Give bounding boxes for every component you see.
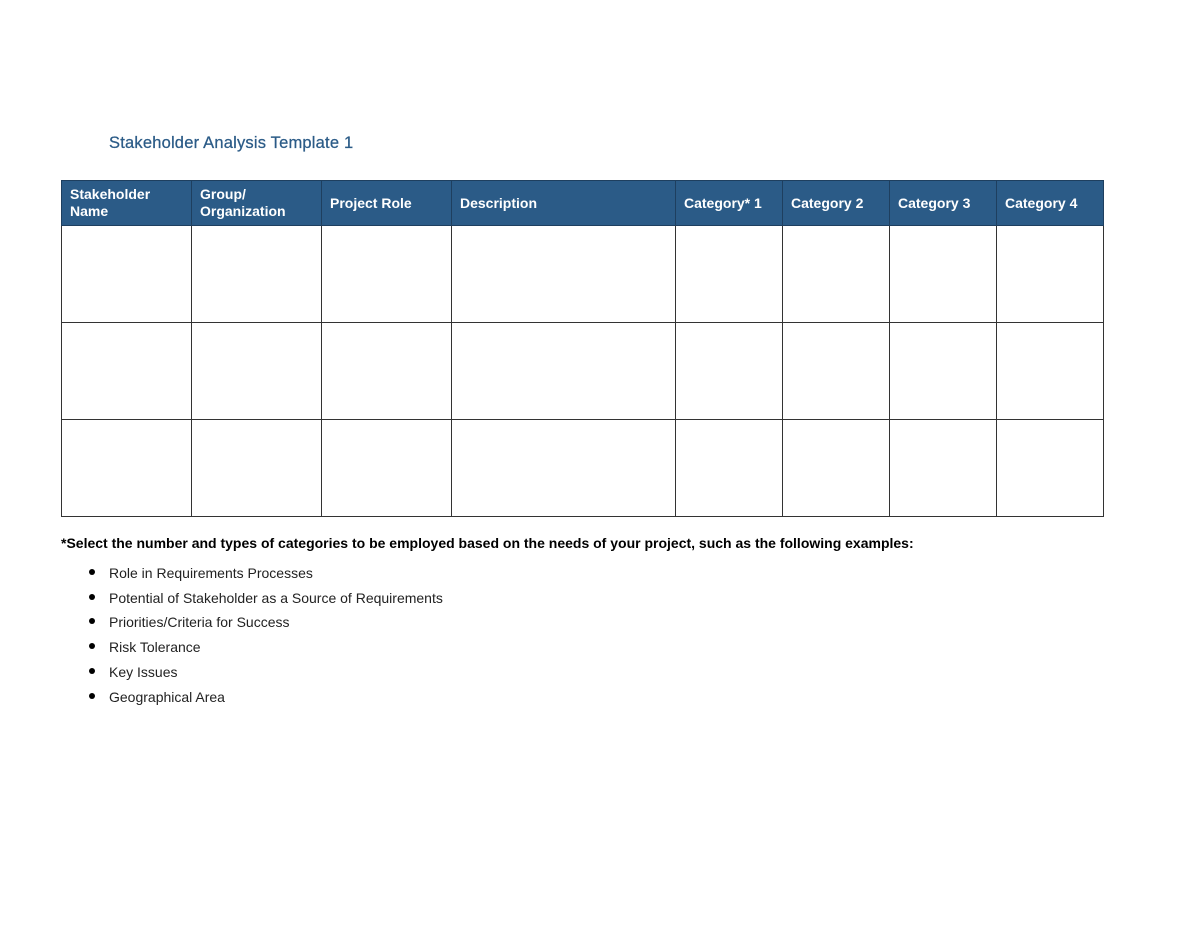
table-row xyxy=(62,323,1104,420)
table-cell[interactable] xyxy=(322,420,452,517)
bullet-icon xyxy=(89,643,95,649)
table-cell[interactable] xyxy=(783,323,890,420)
category-examples-list xyxy=(61,561,443,709)
header-category-3 xyxy=(890,181,997,226)
table-cell[interactable] xyxy=(322,226,452,323)
bullet-icon xyxy=(89,569,95,575)
table-cell[interactable] xyxy=(890,226,997,323)
table-body xyxy=(62,226,1104,517)
header-description xyxy=(452,181,676,226)
list-item xyxy=(61,685,443,710)
header-line: Project Role xyxy=(330,194,412,211)
header-line: Category* 1 xyxy=(684,194,762,211)
header-category-2 xyxy=(783,181,890,226)
bullet-icon xyxy=(89,668,95,674)
table-cell[interactable] xyxy=(783,420,890,517)
table-cell[interactable] xyxy=(452,323,676,420)
table-cell[interactable] xyxy=(890,420,997,517)
table-cell[interactable] xyxy=(997,226,1104,323)
list-item-text: Key Issues xyxy=(109,663,178,680)
table-cell[interactable] xyxy=(783,226,890,323)
table-cell[interactable] xyxy=(997,323,1104,420)
header-line: Category 3 xyxy=(898,194,971,211)
table-cell[interactable] xyxy=(192,420,322,517)
header-line: Name xyxy=(70,203,109,219)
list-item-text: Potential of Stakeholder as a Source of Requirements xyxy=(109,589,443,606)
list-item xyxy=(61,610,443,635)
header-project-role xyxy=(322,181,452,226)
header-line: Category 2 xyxy=(791,194,864,211)
table-cell[interactable] xyxy=(322,323,452,420)
list-item-text: Geographical Area xyxy=(109,688,225,705)
header-group-organization xyxy=(192,181,322,226)
table-cell[interactable] xyxy=(997,420,1104,517)
list-item xyxy=(61,635,443,660)
header-line: Group/ xyxy=(200,186,246,202)
list-item xyxy=(61,660,443,685)
table-cell[interactable] xyxy=(676,226,783,323)
header-line: Category 4 xyxy=(1005,194,1078,211)
bullet-icon xyxy=(89,693,95,699)
header-stakeholder-name xyxy=(62,181,192,226)
header-category-1 xyxy=(676,181,783,226)
table-cell[interactable] xyxy=(452,226,676,323)
list-item xyxy=(61,586,443,611)
table-row xyxy=(62,226,1104,323)
table-cell[interactable] xyxy=(676,420,783,517)
table-cell[interactable] xyxy=(62,323,192,420)
list-item-text: Role in Requirements Processes xyxy=(109,565,313,581)
table-cell[interactable] xyxy=(192,226,322,323)
stakeholder-table xyxy=(61,180,1104,517)
document-title: Stakeholder Analysis Template 1 xyxy=(109,134,354,152)
header-line: Description xyxy=(460,194,538,211)
table-cell[interactable] xyxy=(192,323,322,420)
header-line: Organization xyxy=(200,203,286,219)
list-item-text: Risk Tolerance xyxy=(109,639,201,656)
table-header-row xyxy=(62,181,1104,226)
header-line: Stakeholder xyxy=(70,186,151,202)
table-cell[interactable] xyxy=(890,323,997,420)
bullet-icon xyxy=(89,618,95,624)
table-cell[interactable] xyxy=(452,420,676,517)
table-cell[interactable] xyxy=(676,323,783,420)
table-row xyxy=(62,420,1104,517)
bullet-icon xyxy=(89,594,95,600)
list-item xyxy=(61,561,443,586)
category-footnote: *Select the number and types of categories to be employed based on the needs of your project, such as the following examples: xyxy=(61,535,914,551)
table-cell[interactable] xyxy=(62,420,192,517)
list-item-text: Priorities/Criteria for Success xyxy=(109,614,290,631)
header-category-4 xyxy=(997,181,1104,226)
table-cell[interactable] xyxy=(62,226,192,323)
